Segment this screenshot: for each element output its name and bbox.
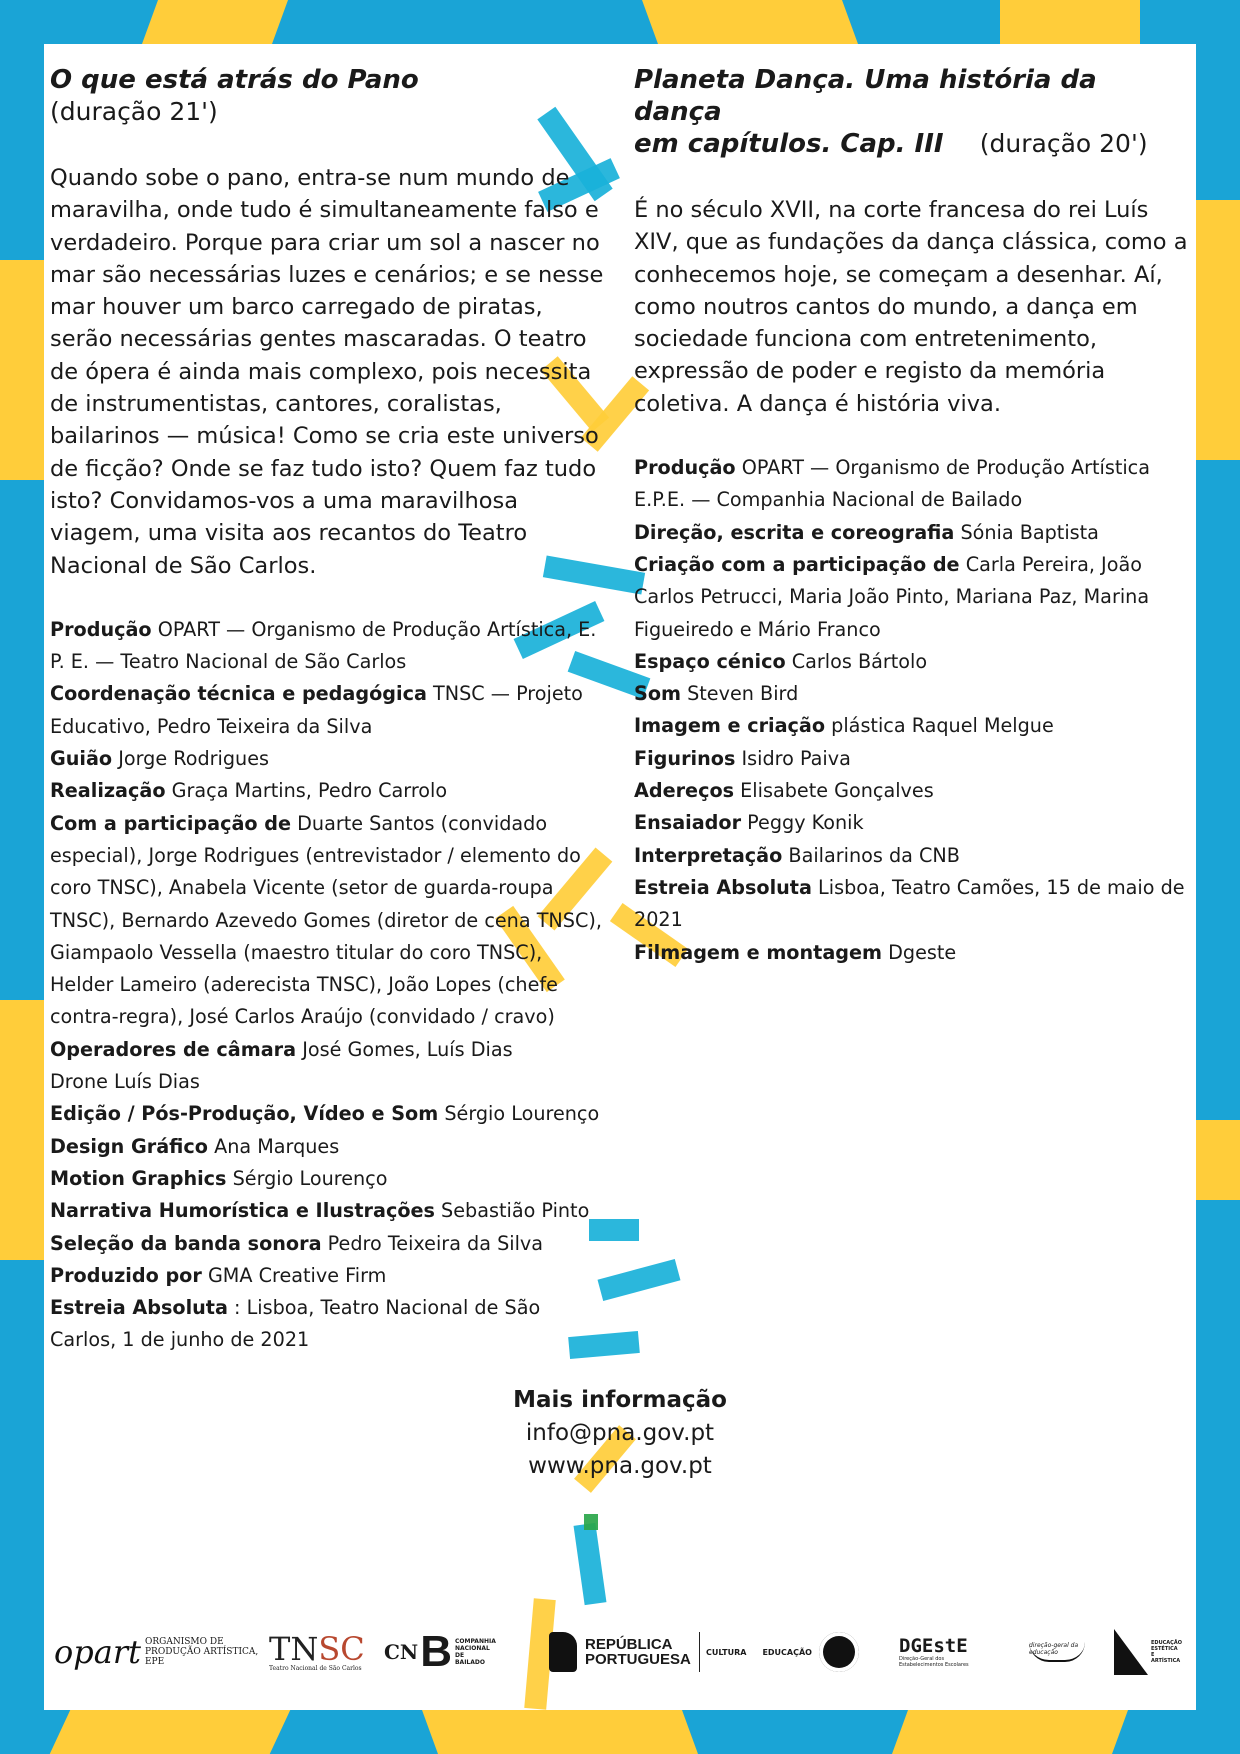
credit-role: Imagem e criação — [634, 714, 826, 738]
right-title — [634, 64, 1190, 160]
logo-divider — [699, 1632, 700, 1672]
sun-emblem-icon — [819, 1632, 859, 1672]
credit-line — [50, 743, 610, 775]
credit-role: Narrativa Humorística e Ilustrações — [50, 1199, 435, 1223]
credit-line — [634, 678, 1190, 710]
credit-line — [634, 517, 1190, 549]
credit-role: Estreia Absoluta — [50, 1296, 228, 1320]
right-duration: (duração 20') — [979, 129, 1148, 158]
credit-role: Operadores de câmara — [50, 1037, 297, 1061]
educacao-text: EDUCAÇÃO — [762, 1647, 812, 1657]
cultura-text: CULTURA — [706, 1647, 747, 1657]
credit-role: Produção — [634, 456, 736, 480]
right-title-line2: em capítulos. Cap. III — [634, 129, 944, 159]
cnb-sub: COMPANHIA NACIONAL DE BAILADO — [454, 1638, 496, 1666]
left-column — [50, 64, 610, 1357]
credit-role: Motion Graphics — [50, 1166, 227, 1190]
right-title-line1: Planeta Dança. Uma história da dança — [634, 65, 1097, 127]
pnae-logo — [1114, 1624, 1194, 1680]
credit-line — [50, 1228, 610, 1260]
republica-emblem-icon — [549, 1632, 577, 1672]
tnsc-logo — [269, 1624, 369, 1680]
credit-line — [634, 775, 1190, 807]
credit-role: Adereços — [634, 779, 735, 803]
credit-value: Steven Bird — [687, 682, 799, 706]
background-stripe — [892, 1710, 1128, 1754]
credit-line — [50, 1260, 610, 1292]
credit-value: Isidro Paiva — [741, 746, 851, 770]
republica-line2: PORTUGUESA — [585, 1651, 691, 1668]
credit-value: Graça Martins, Pedro Carrolo — [171, 779, 448, 803]
credit-value: Lisboa, Teatro Camões, 15 de maio de 2021 — [634, 875, 1185, 932]
credit-role: Coordenação técnica e pedagógica — [50, 682, 427, 706]
credit-value: Sérgio Lourenço — [232, 1166, 388, 1190]
dgeste-text: DGEstE — [899, 1635, 968, 1657]
cnb-logo — [384, 1624, 504, 1680]
decorative-dash — [584, 1514, 598, 1530]
tnsc-sub: Teatro Nacional de São Carlos — [269, 1664, 362, 1672]
credit-line — [50, 1034, 610, 1066]
opart-logo-mark: opart — [54, 1633, 141, 1671]
pnae-emblem-icon — [1114, 1629, 1148, 1675]
credit-line — [634, 937, 1190, 969]
credit-role: Produção — [50, 617, 152, 641]
left-duration: (duração 21') — [50, 97, 218, 126]
credit-line — [634, 743, 1190, 775]
left-title-text: O que está atrás do Pano — [50, 65, 419, 95]
tnsc-sc: SC — [318, 1629, 365, 1668]
cnb-b: B — [420, 1627, 452, 1676]
circle-emblem-logo — [819, 1624, 869, 1680]
cultura-logo — [706, 1624, 812, 1680]
credit-role: Ensaiador — [634, 811, 742, 835]
info-website-link[interactable]: www.pna.gov.pt — [528, 1453, 712, 1479]
credit-value: Duarte Santos (convidado especial), Jorge Rodrigues (entrevistador / elemento do coro TNSC), Anabela Vicente (setor de guarda-roupa TNSC), Bernardo Azevedo Gomes (diretor de cena TNSC), Giampaolo Vessella (maestro titular do coro TNSC), Helder Lameiro (aderecista TNSC), João Lopes (chefe contra-regra), José Carlos Araújo (convidado / cravo) — [50, 811, 602, 1029]
credit-value: Carla Pereira, João Carlos Petrucci, Maria João Pinto, Mariana Paz, Marina Figueiredo e Mário Franco — [634, 552, 1150, 641]
right-credits — [634, 452, 1190, 969]
credit-line — [50, 614, 610, 679]
background-stripe — [642, 0, 858, 44]
more-info-block — [44, 1384, 1196, 1483]
credit-line — [634, 710, 1190, 742]
credit-line — [634, 807, 1190, 839]
dgae-text: direção-geral da educação — [1029, 1642, 1085, 1662]
background-stripe — [50, 1710, 291, 1754]
credit-line — [634, 872, 1190, 937]
opart-logo — [54, 1624, 269, 1680]
republica-text — [585, 1637, 691, 1667]
sponsor-logos — [44, 1624, 1196, 1684]
credit-value: : Lisboa, Teatro Nacional de São Carlos, 1 de junho de 2021 — [50, 1296, 541, 1352]
credit-value: OPART — Organismo de Produção Artística, E. P. E. — Teatro Nacional de São Carlos — [50, 617, 597, 674]
tnsc-tn: TN — [269, 1629, 319, 1668]
credit-line — [50, 1292, 610, 1357]
credit-line — [634, 452, 1190, 517]
credit-line — [50, 1066, 610, 1098]
background-stripe — [0, 1000, 44, 1260]
credit-line — [50, 1131, 610, 1163]
cnb-cn: CN — [384, 1640, 419, 1664]
credit-value: Bailarinos da CNB — [788, 843, 960, 867]
credit-value: José Gomes, Luís Dias — [302, 1037, 513, 1061]
right-description: É no século XVII, na corte francesa do rei Luís XIV, que as fundações da dança clássica, como a conhecemos hoje, se começam a desenhar. Aí, como noutros cantos do mundo, a dança em sociedade funciona com entretenimento, expressão de poder e registo da memória coletiva. A dança é história viva. — [634, 197, 1188, 417]
credit-role: Guião — [50, 747, 113, 771]
credit-line — [634, 840, 1190, 872]
credit-role: Edição / Pós-Produção, Vídeo e Som — [50, 1102, 439, 1126]
credit-value: Jorge Rodrigues — [118, 747, 270, 771]
pnae-text: EDUCAÇÃO ESTÉTICA E ARTÍSTICA — [1151, 1640, 1182, 1664]
page-panel — [44, 44, 1196, 1710]
credit-line — [50, 1098, 610, 1130]
info-email-link[interactable]: info@pna.gov.pt — [525, 1420, 715, 1446]
dgae-logo — [1029, 1624, 1089, 1680]
credit-role: Design Gráfico — [50, 1134, 208, 1158]
credit-line — [50, 678, 610, 743]
dgeste-logo — [899, 1624, 999, 1680]
credit-value: TNSC — Projeto Educativo, Pedro Teixeira da Silva — [50, 682, 583, 738]
credit-line — [634, 646, 1190, 678]
credit-line — [50, 1163, 610, 1195]
credit-role: Filmagem e montagem — [634, 940, 883, 964]
credit-role: Som — [634, 682, 681, 706]
credit-value: OPART — Organismo de Produção Artística E.P.E. — Companhia Nacional de Bailado — [634, 456, 1150, 512]
background-stripe — [142, 0, 288, 44]
credit-value: Drone Luís Dias — [50, 1070, 200, 1094]
credit-value: Dgeste — [888, 940, 957, 964]
credit-role: Realização — [50, 779, 166, 803]
background-stripe — [1196, 1120, 1240, 1200]
credit-role: Seleção da banda sonora — [50, 1231, 322, 1255]
credit-role: Direção, escrita e coreografia — [634, 520, 955, 544]
credit-value: Sérgio Lourenço — [444, 1102, 600, 1126]
credit-role: Figurinos — [634, 746, 736, 770]
opart-logo-sub: ORGANISMO DE PRODUÇÃO ARTÍSTICA, EPE — [144, 1637, 259, 1667]
credit-value: Elisabete Gonçalves — [740, 779, 934, 803]
credit-value: Pedro Teixeira da Silva — [327, 1231, 544, 1255]
credit-value: Carlos Bártolo — [791, 649, 928, 673]
decorative-dash — [574, 1523, 607, 1605]
credit-value: Sónia Baptista — [960, 520, 1099, 544]
left-title — [50, 64, 610, 128]
more-info-label: Mais informação — [513, 1387, 727, 1413]
left-credits — [50, 614, 610, 1357]
left-description: Quando sobe o pano, entra-se num mundo de maravilha, onde tudo é simultaneamente falso e verdadeiro. Porque para criar um sol a nascer no mar são necessárias luzes e cenários; e se nesse mar houver um barco carregado de piratas, serão necessárias gentes mascaradas. O teatro de ópera é ainda mais complexo, pois necessita de instrumentistas, cantores, coralistas, bailarinos — música! Como se cria este universo de ficção? Onde se faz tudo isto? Quem faz tudo isto? Convidamos-vos a uma maravilhosa viagem, uma visita aos recantos do Teatro Nacional de São Carlos. — [50, 165, 604, 579]
credit-line — [50, 775, 610, 807]
credit-role: Com a participação de — [50, 811, 292, 835]
credit-line — [50, 808, 610, 1034]
credit-value: Peggy Konik — [747, 811, 864, 835]
background-stripe — [422, 1710, 698, 1754]
right-column — [634, 64, 1190, 969]
background-stripe — [1196, 200, 1240, 460]
credit-role: Interpretação — [634, 843, 783, 867]
credit-value: plástica Raquel Melgue — [831, 714, 1054, 738]
credit-role: Espaço cénico — [634, 649, 786, 673]
credit-role: Estreia Absoluta — [634, 875, 812, 899]
background-stripe — [0, 260, 44, 480]
credit-role: Produzido por — [50, 1263, 202, 1287]
credit-line — [50, 1195, 610, 1227]
credit-value: Sebastião Pinto — [441, 1199, 590, 1223]
republica-line1: REPÚBLICA — [585, 1636, 673, 1653]
credit-role: Criação com a participação de — [634, 552, 960, 576]
dgeste-sub: Direção-Geral dos Estabelecimentos Escolares — [899, 1656, 969, 1668]
credit-line — [634, 549, 1190, 646]
credit-value: GMA Creative Firm — [207, 1263, 387, 1287]
credit-value: Ana Marques — [214, 1134, 340, 1158]
background-stripe — [1000, 0, 1140, 44]
